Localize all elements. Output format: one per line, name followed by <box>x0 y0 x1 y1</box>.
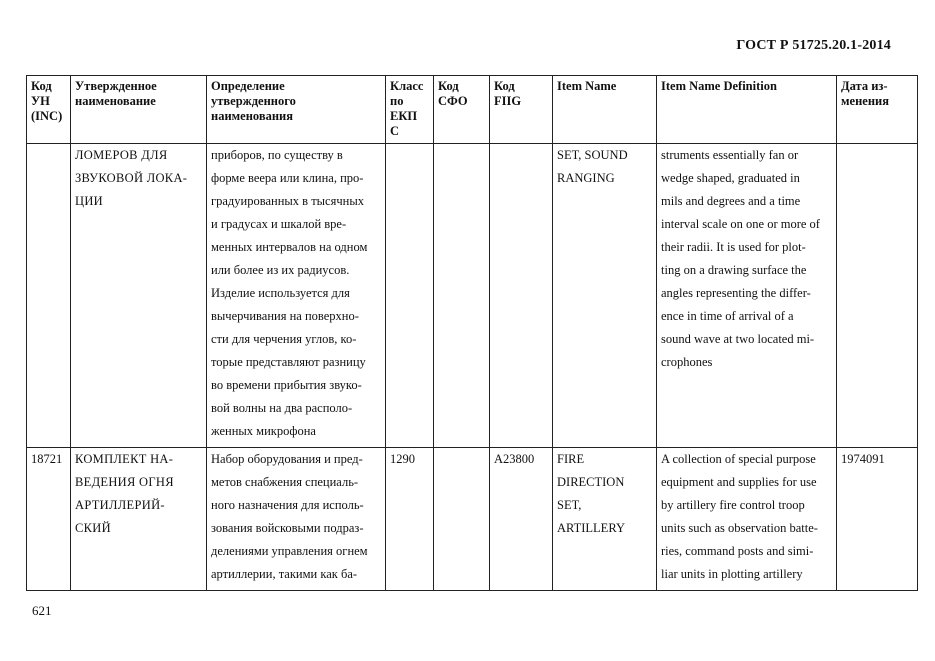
cell-change-date: 1974091 <box>837 448 918 591</box>
table-row <box>27 448 918 591</box>
col-header-fiig: Код FIIG <box>490 76 553 144</box>
cell-inc <box>27 144 71 448</box>
cell-sfo <box>434 448 490 591</box>
cell-fiig <box>490 144 553 448</box>
col-header-change-date: Дата из- менения <box>837 76 918 144</box>
col-header-class: Класс по ЕКП С <box>386 76 434 144</box>
cell-definition: приборов, по существу в форме веера или клина, про- градуированных в тысячных и градусах и шкалой вре- менных интервалов на одном или более из их радиусов. Изделие используется для вычерчивания на поверхно- сти для черчения углов, ко- торые представляют разницу во времени прибытия звуко- вой волны на два располо- женных микрофона <box>207 144 386 448</box>
cell-item-name: FIRE DIRECTION SET, ARTILLERY <box>553 448 657 591</box>
col-header-definition: Определение утвержденного наименования <box>207 76 386 144</box>
cell-change-date <box>837 144 918 448</box>
col-header-item-name: Item Name <box>553 76 657 144</box>
document-code: ГОСТ Р 51725.20.1-2014 <box>736 38 891 53</box>
cell-item-name-definition: struments essentially fan or wedge shaped, graduated in mils and degrees and a time interval scale on one or more of their radii. It is used for plot- ting on a drawing surface the angles representing the differ- ence in time of arrival of a sound wave at two located mi- crophones <box>657 144 837 448</box>
col-header-item-name-definition: Item Name Definition <box>657 76 837 144</box>
col-header-approved-name: Утвержденное наименование <box>71 76 207 144</box>
cell-fiig: A23800 <box>490 448 553 591</box>
cell-item-name-definition: A collection of special purpose equipment and supplies for use by artillery fire control troop units such as observation batte- ries, command posts and simi- liar units in plotting artillery <box>657 448 837 591</box>
table-row <box>27 144 918 448</box>
cell-inc: 18721 <box>27 448 71 591</box>
cell-class: 1290 <box>386 448 434 591</box>
catalog-table <box>26 75 918 591</box>
cell-class <box>386 144 434 448</box>
cell-approved-name: КОМПЛЕКТ НА- ВЕДЕНИЯ ОГНЯ АРТИЛЛЕРИЙ- СКИЙ <box>71 448 207 591</box>
cell-item-name: SET, SOUND RANGING <box>553 144 657 448</box>
cell-definition: Набор оборудования и пред- метов снабжения специаль- ного назначения для исполь- зования войсковыми подраз- делениями управления огнем артиллерии, такими как ба- <box>207 448 386 591</box>
table-header-row <box>27 76 918 144</box>
cell-approved-name: ЛОМЕРОВ ДЛЯ ЗВУКОВОЙ ЛОКА- ЦИИ <box>71 144 207 448</box>
page-number: 621 <box>32 603 52 618</box>
col-header-sfo: Код СФО <box>434 76 490 144</box>
col-header-inc: Код УН (INC) <box>27 76 71 144</box>
cell-sfo <box>434 144 490 448</box>
